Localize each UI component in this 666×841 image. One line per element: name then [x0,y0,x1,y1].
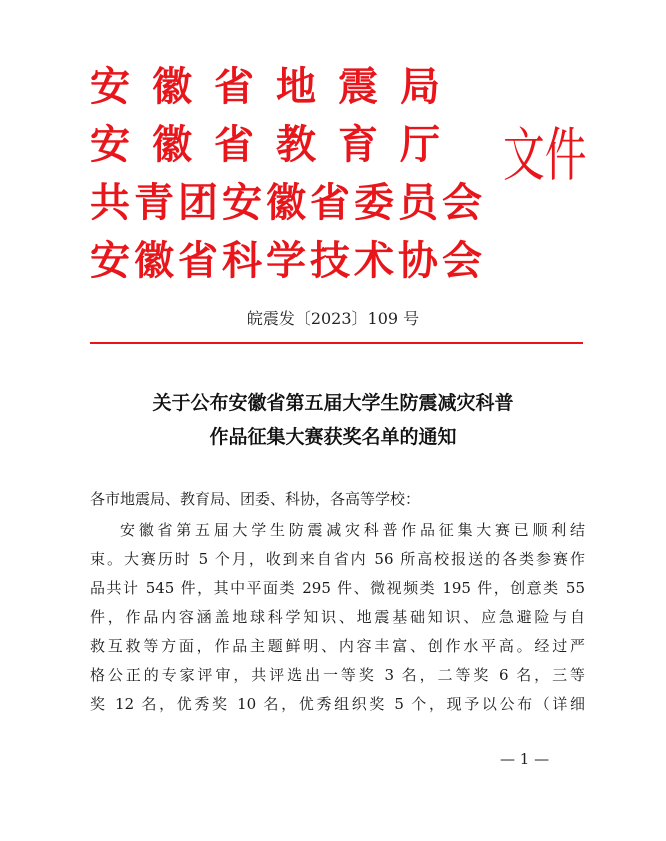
page-number: — 1 — [500,750,550,768]
issuer-earthquake-bureau: 安徽省地震局 [90,63,462,110]
issuer-block [90,58,510,290]
salutation: 各市地震局、教育局、团委、科协，各高等学校： [90,490,421,508]
body-line: 品共计 545 件，其中平面类 295 件、微视频类 195 件，创意类 55 [90,579,585,597]
body-line: 件，作品内容涵盖地球科学知识、地震基础知识、应急避险与自 [90,608,585,626]
title-line-1: 关于公布安徽省第五届大学生防震减灾科普 [152,392,514,414]
document-title [60,386,606,454]
body-line: 奖 12 名，优秀奖 10 名，优秀组织奖 5 个，现予以公布（详细 [90,695,585,713]
body-line: 救互救等方面，作品主题鲜明、内容丰富、创作水平高。经过严 [90,637,585,655]
issuer-youth-league: 共青团安徽省委员会 [90,179,486,226]
body-paragraph [90,516,585,719]
title-line-2: 作品征集大赛获奖名单的通知 [209,426,457,448]
document-suffix: 文件 [503,121,587,189]
red-separator-line [90,342,583,344]
body-line: 格公正的专家评审，共评选出一等奖 3 名，二等奖 6 名，三等 [90,666,585,684]
issuer-education-department: 安徽省教育厅 [90,121,462,168]
document-number: 皖震发〔2023〕109 号 [246,309,420,328]
body-line: 安徽省第五届大学生防震减灾科普作品征集大赛已顺利结 [120,521,585,539]
issuer-science-association: 安徽省科学技术协会 [90,237,486,284]
body-line: 束。大赛历时 5 个月，收到来自省内 56 所高校报送的各类参赛作 [90,550,585,568]
